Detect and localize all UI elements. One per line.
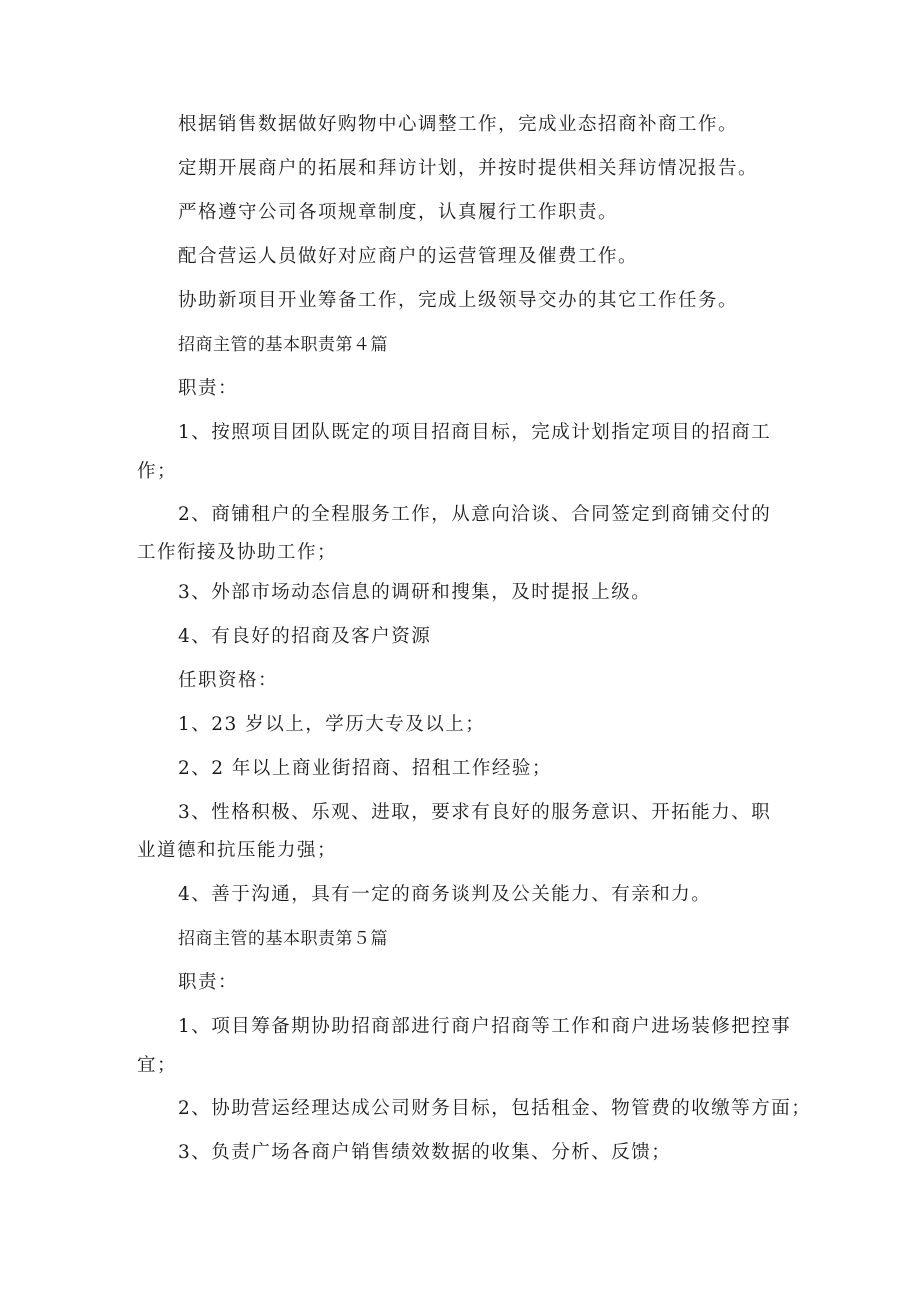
paragraph-line: 2、协助营运经理达成公司财务目标，包括租金、物管费的收缴等方面； [178, 1098, 812, 1119]
paragraph-line: 1、按照项目团队既定的项目招商目标，完成计划指定项目的招商工 [178, 422, 772, 443]
paragraph-line: 1、23 岁以上，学历大专及以上； [178, 714, 486, 735]
paragraph-continuation: 作； [137, 461, 178, 482]
paragraph-line: 2、2 年以上商业街招商、招租工作经验； [178, 758, 552, 779]
paragraph-line: 根据销售数据做好购物中心调整工作，完成业态招商补商工作。 [178, 114, 739, 135]
paragraph-line: 配合营运人员做好对应商户的运营管理及催费工作。 [178, 246, 639, 267]
paragraph-line: 4、善于沟通，具有一定的商务谈判及公关能力、有亲和力。 [178, 884, 712, 905]
paragraph-line: 严格遵守公司各项规章制度，认真履行工作职责。 [178, 202, 619, 223]
paragraph-line: 协助新项目开业筹备工作，完成上级领导交办的其它工作任务。 [178, 290, 739, 311]
paragraph-line: 3、负责广场各商户销售绩效数据的收集、分析、反馈； [178, 1142, 672, 1163]
section-heading: 招商主管的基本职责第５篇 [178, 929, 388, 949]
paragraph-line: 3、性格积极、乐观、进取，要求有良好的服务意识、开拓能力、职 [178, 802, 772, 823]
paragraph-continuation: 业道德和抗压能力强； [137, 840, 338, 861]
paragraph-continuation: 工作衔接及协助工作； [137, 542, 338, 563]
subheading-line: 职责： [178, 972, 239, 993]
paragraph-line: 定期开展商户的拓展和拜访计划，并按时提供相关拜访情况报告。 [178, 158, 759, 179]
subheading-line: 任职资格： [178, 670, 279, 691]
paragraph-line: 2、商铺租户的全程服务工作，从意向洽谈、合同签定到商铺交付的 [178, 504, 772, 525]
section-heading: 招商主管的基本职责第４篇 [178, 335, 388, 355]
subheading-line: 职责： [178, 378, 239, 399]
paragraph-line: 4、有良好的招商及客户资源 [178, 626, 432, 647]
paragraph-line: 3、外部市场动态信息的调研和搜集，及时提报上级。 [178, 582, 652, 603]
paragraph-continuation: 宜； [137, 1055, 178, 1076]
paragraph-line: 1、项目筹备期协助招商部进行商户招商等工作和商户进场装修把控事 [178, 1016, 792, 1037]
